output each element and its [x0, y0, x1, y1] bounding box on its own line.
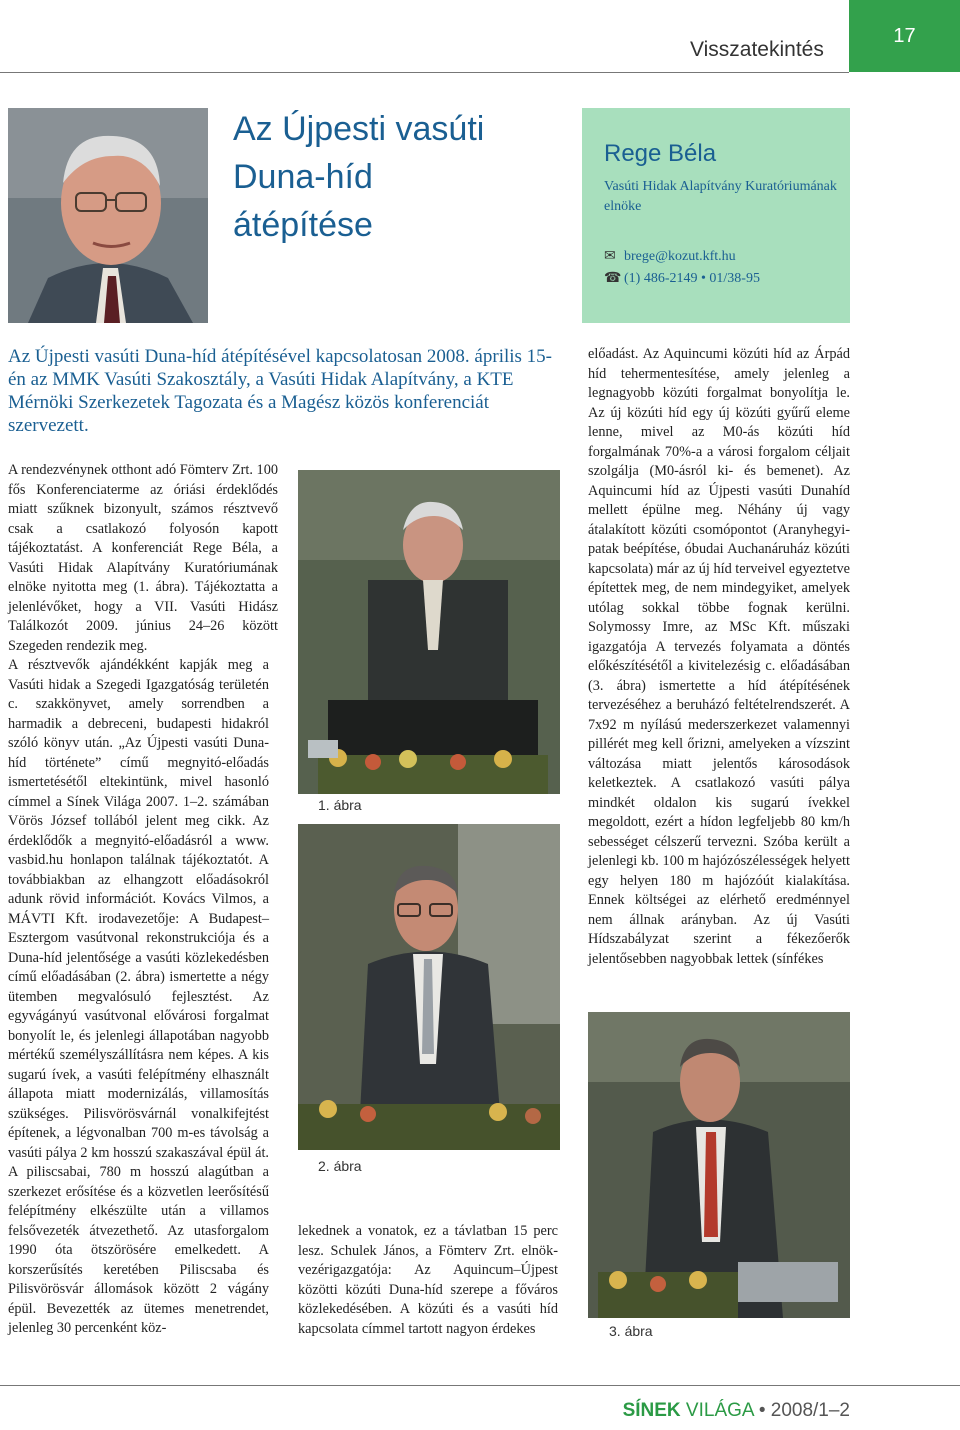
body-column-1-top: [8, 461, 278, 656]
author-email[interactable]: [604, 248, 736, 265]
figure-2-photo: [298, 824, 560, 1150]
author-name: Rege Béla: [604, 140, 717, 167]
figure-3-photo: [588, 1012, 850, 1318]
author-phone-text: (1) 486-2149 • 01/38-95: [624, 271, 760, 286]
body-column-2: [298, 1222, 558, 1339]
header-divider: [0, 72, 849, 73]
figure-1-photo: [298, 470, 560, 794]
body-column-3: [588, 345, 850, 969]
footer-issue: 2008/1–2: [770, 1400, 850, 1421]
author-phone: [604, 270, 760, 287]
footer: [0, 1400, 850, 1422]
body-text: A rendezvénynek otthont adó Fömterv Zrt. 100 fős Konferenciaterme az óriási érdeklődés miatt szűknek bizonyult, számos résztvevő csak a csatlakozó folyosón kapott tájékoztatást. A konferenciát Rege Béla, a Vasúti Hidak Alapítvány Kuratóriumának elnöke nyitotta meg (1. ábra). Tájékoztatta a jelenlévőket, hogy a VII. Vasúti Hidász Találkozót 2009. június 24–26 között Szegeden rendezik meg.: [8, 462, 278, 654]
body-text: lekednek a vonatok, ez a távlatban 15 perc lesz. Schulek János, a Fömterv Zrt. elnök-vezérigazgatója: Az Aquincum–Újpest közötti közúti Duna-híd szerepe a főváros közlekedésében. A közúti és a vasúti híd kapcsolata címmel tartott nagyon érdekes: [298, 1223, 558, 1337]
page-number: 17: [849, 0, 960, 72]
body-text: A résztvevők ajándékként kapják meg a Vasúti hidak a Szegedi Igazgatóság területén c. szakkönyvet, amely sorrendben a harmadik a debreceni, budapesti hidakról szóló könyv után. „Az Újpesti vasúti Duna-híd története” című megnyitó-előadás ismertetésétől eltekintünk, mivel hasonló címmel a Sínek Világa 2007. 1–2. számában Vörös József tollából jelent meg cikk. Az érdeklődők a megnyitó-előadásról a www. vasbid.hu honlapon találnak tájékoztatót. A továbbiakban az elhangzott előadásokról adunk rövid információt. Kovács Vilmos, a MÁVTI Kft. irodavezetője: A Budapest–Esztergom vasútvonal rekonstrukciója és a Duna-híd jelentősége a vasúti közlekedésben című előadásában (2. ábra) ismertette a négy ütemben megvalósuló fejlesztést. Az egyvágányú vasútvonal elővárosi forgalmat bonyolít le, és jelenlegi állapotában nagyobb mértékű személyszállításra nem képes. A kis sugarú ívek, a vasúti felépítmény elhasznált állapota miatt modernizálás, villamosítás szükséges. Pilisvörösvárnál vonalkifejtést építenek, a légvonalban 700 m-es távolság a vasúti pálya 2 km hosszú szakaszával épül át. A piliscsabai, 780 m hosszú alagútban a szerkezet erősítése és a közvetlen leerősítésű felépítmény elkészülte után a villamos felsővezeték átvezethető. Az utasforgalom 1990 óta ötszörösére emelkedett. A korszerűsítés keretében Piliscsaba és Pilisvörösvár állomások között 2 vágány épül. Bevezették az ütemes menetrendet, jelenleg 30 percenként köz-: [8, 657, 269, 1336]
body-column-1: [8, 656, 269, 1339]
author-portrait: [8, 108, 208, 323]
footer-brand-part1: SÍNEK: [622, 1400, 681, 1421]
footer-separator: •: [758, 1400, 766, 1421]
figure-2-caption: 2. ábra: [318, 1158, 362, 1174]
author-email-text: brege@kozut.kft.hu: [624, 249, 736, 264]
body-text: előadást. Az Aquincumi közúti híd az Árpád híd tehermentesítése, amely jelenleg a legnagyobb közúti forgalmat bonyolítja le. Az új közúti híd egy új közúti gyűrű eleme lenne, mivel az M0-ás közúti híd forgalmának 70%-a a városi forgalom céljait szolgálja (M0-ásról ki- és bemenet). Az Aquincumi híd az Újpesti vasúti Dunahíd mellett épülne meg. Néhány új vagy átalakított közúti csomópontot (Aranyhegyi-patak beépítése, óbudai Auchanáruház közúti kapcsolata) már az új híd terveivel egyeztetve építettek meg, de nem mindegyiket, amelyek utólag sokkal többe fognak kerülni. Solymossy Imre, az MSc Kft. műszaki igazgatója A tervezés folyamata a döntés előkészítésétől a kivitelezésig c. előadásában (3. ábra) ismertette a híd átépítésének tervezéséhez a beruházó feltételrendszerét. A 7x92 m nyílású mederszerkezet valamennyi pillérét meg kell őrizni, amelyeken a vízszint változása miatt jelentős károsodások keletkeztek. A csatlakozó vasúti pálya mindkét oldalon kis sugarú ívekkel megoldott, ezért a hídon legfeljebb 80 km/h sebességet célszerű tervezni. Szóba került a jelenlegi kb. 100 m hajózószélességek helyett egy helyen 180 m hajózóút kialakítása. Ennek költségei az elérhető eredménnyel nem állnak arányban. Az új Vasúti Hídszabályzat szerint a fékezőerők jelentősebben nagyobbak lettek (sínfékes: [588, 346, 850, 967]
lead-paragraph: Az Újpesti vasúti Duna-híd átépítésével kapcsolatosan 2008. április 15-én az MMK Vasúti Szakosztály, a Vasúti Hidak Alapítvány, a KTE Mérnöki Szerkezetek Tagozata és a Magész közös konferenciát szervezett.: [8, 346, 553, 436]
phone-icon: ☎: [604, 271, 622, 286]
envelope-icon: ✉: [604, 249, 616, 264]
article-title: Az Újpesti vasúti Duna-híd átépítése: [233, 110, 485, 244]
figure-3-caption: 3. ábra: [609, 1323, 653, 1339]
section-label: Visszatekintés: [690, 38, 824, 61]
footer-divider: [0, 1385, 960, 1386]
footer-brand-part2: VILÁGA: [685, 1400, 754, 1421]
figure-1-caption: 1. ábra: [318, 797, 362, 813]
author-role: Vasúti Hidak Alapítvány Kuratóriumának elnöke: [604, 179, 837, 214]
